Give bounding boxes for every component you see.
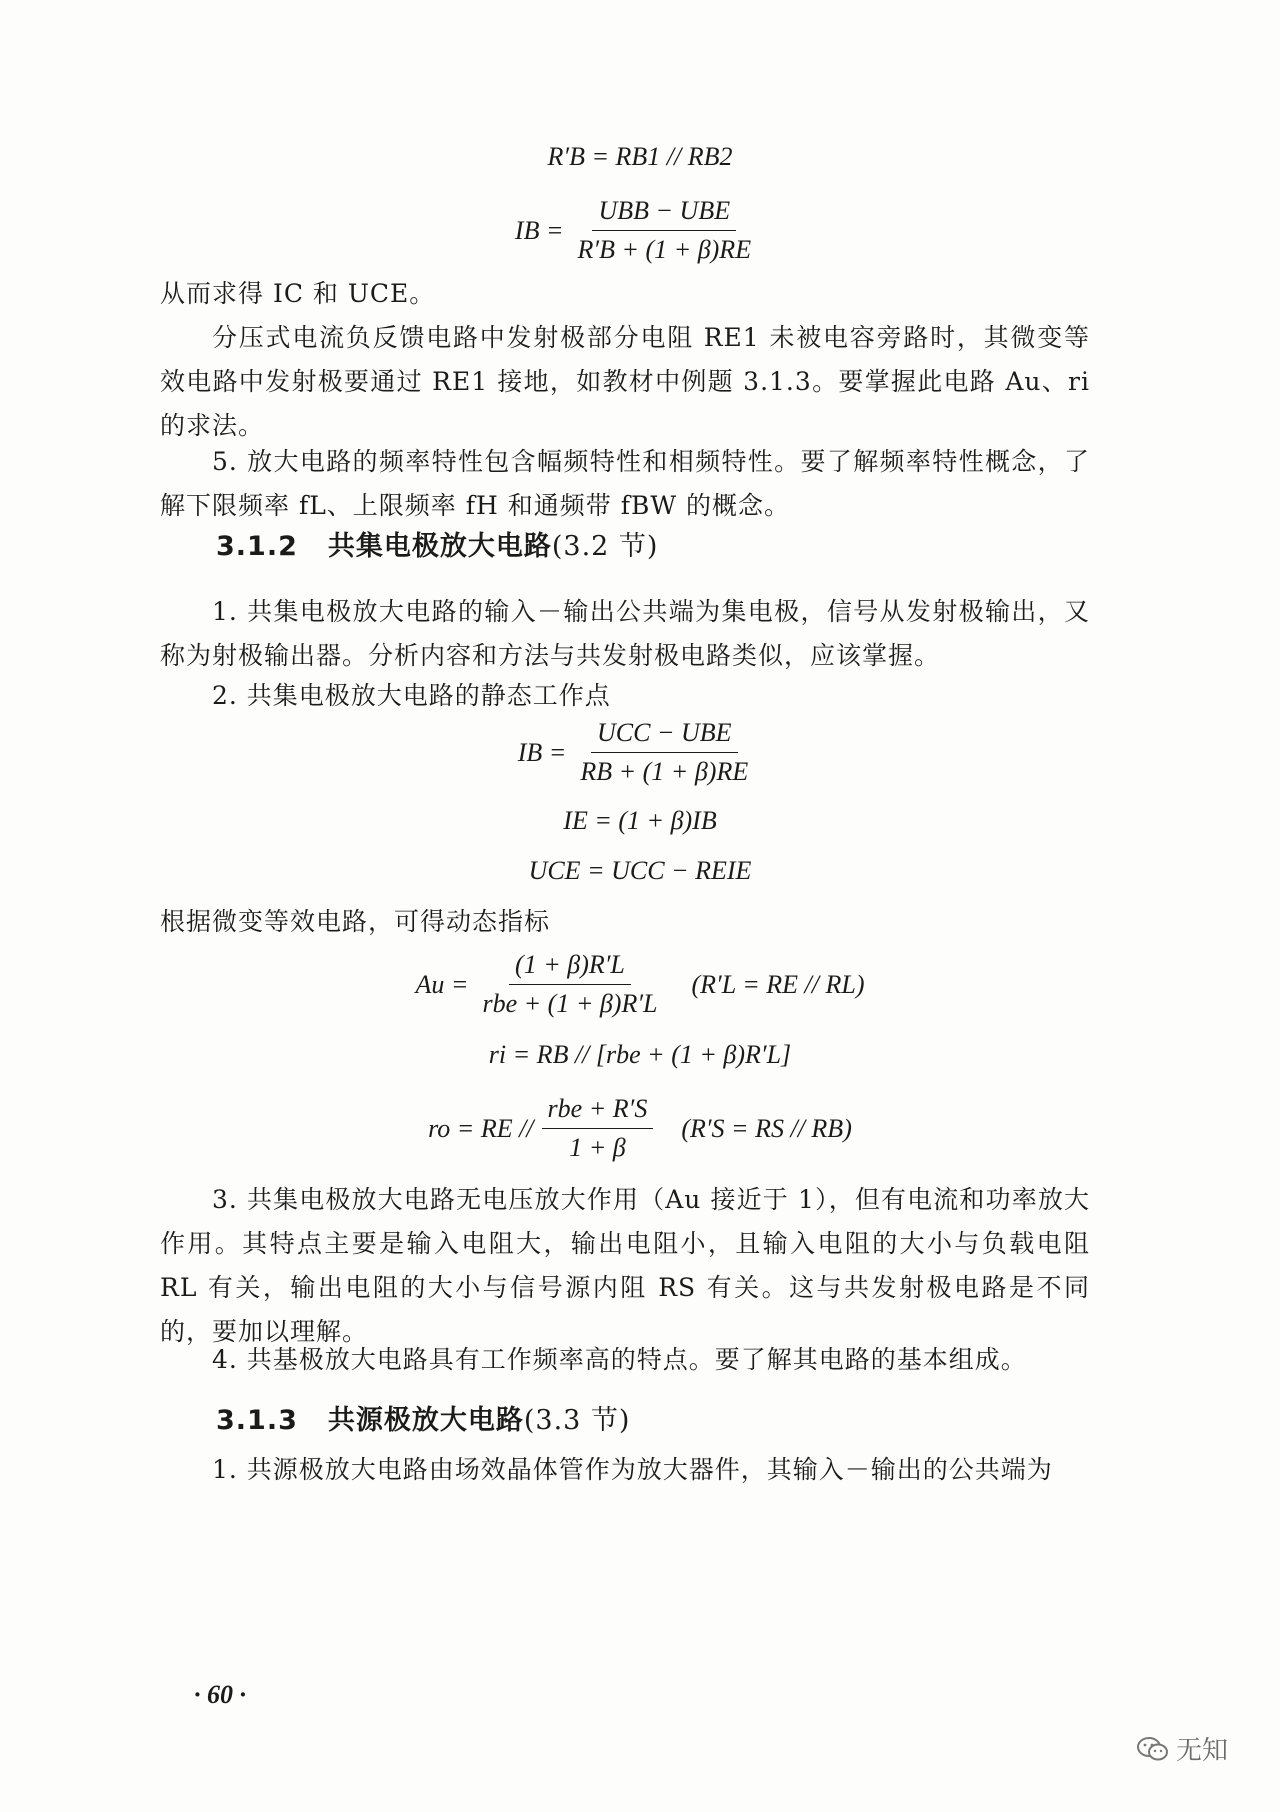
equation-au: Au = $\frac{(1 + \beta)R'L}{\text{rbe + (1 + β)R′L}}$ (R′L = RE // RL) [415, 950, 865, 1018]
wechat-icon [1136, 1735, 1170, 1763]
equation-uce: UCE = UCC − REIE [528, 856, 752, 885]
watermark-text: 无知 [1176, 1736, 1229, 1766]
equation-ib-cc: IB = $\frac{\text{UCC − UBE}}{RB + (1 + \beta)RE}$ [517, 718, 749, 786]
equation-ri: ri = RB // [rbe + (1 + β)R′L] [488, 1040, 792, 1069]
equation-ie: IE = (1 + β)IB [563, 806, 717, 835]
equation-rb-prime: R′B = RB1 // RB2 [547, 142, 733, 171]
section-heading-3-1-3: 3.1.3 共源极放大电路(3.3 节) [216, 1405, 631, 1436]
paragraph-ic-uce: 从而求得 IC 和 UCE。 [160, 279, 436, 308]
watermark [1136, 1730, 1228, 1767]
section-heading-3-1-2: 3.1.2 共集电极放大电路(3.2 节) [216, 531, 659, 562]
paragraph-frequency: 5. 放大电路的频率特性包含幅频特性和相频特性。要了解频率特性概念，了解下限频率 fL、上限频率 fH 和通频带 fBW 的概念。 [160, 447, 1090, 520]
page-number: · 60 · [194, 1680, 246, 1709]
paragraph-cc-features: 3. 共集电极放大电路无电压放大作用（Au 接近于 1），但有电流和功率放大作用。其特点主要是输入电阻大，输出电阻小，且输入电阻的大小与负载电阻 RL 有关，输出电阻的大小与信号源内阻 RS 有关。这与共发射极电路是不同的，要加以理解。 [160, 1185, 1090, 1346]
paragraph-re1-bypass: 分压式电流负反馈电路中发射极部分电阻 RE1 未被电容旁路时，其微变等效电路中发射极要通过 RE1 接地，如教材中例题 3.1.3。要掌握此电路 Au、ri 的求法。 [160, 323, 1090, 440]
paragraph-static-point: 2. 共集电极放大电路的静态工作点 [212, 681, 611, 710]
paragraph-cb-amplifier: 4. 共基极放大电路具有工作频率高的特点。要了解其电路的基本组成。 [212, 1345, 1027, 1374]
equation-ib-divider: IB = $\frac{\text{UBB − UBE}}{R'B + (1 + \beta)RE}$ [514, 196, 752, 264]
equation-ro: ro = RE // $\frac{\text{rbe + R′S}}{1 + \beta}$ (R′S = RS // RB) [428, 1094, 852, 1162]
paragraph-dynamic-indicators: 根据微变等效电路，可得动态指标 [160, 907, 551, 936]
paragraph-cc-intro: 1. 共集电极放大电路的输入－输出公共端为集电极，信号从发射极输出，又称为射极输出器。分析内容和方法与共发射极电路类似，应该掌握。 [160, 597, 1090, 670]
paragraph-cs-intro: 1. 共源极放大电路由场效晶体管作为放大器件，其输入－输出的公共端为 [212, 1455, 1053, 1484]
